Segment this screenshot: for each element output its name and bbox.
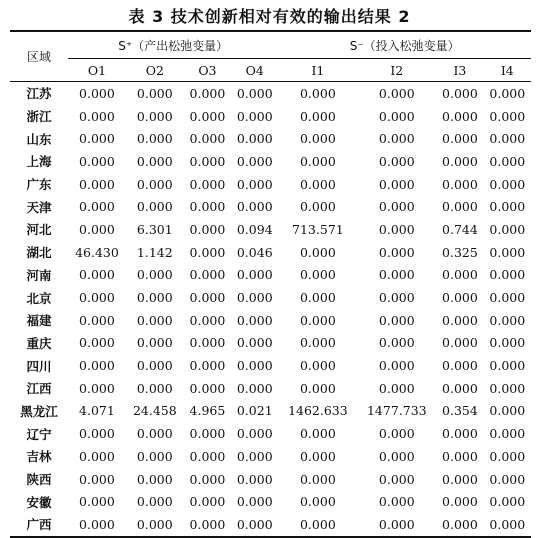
region-cell: 黑龙江 xyxy=(20,403,58,419)
value-cell: 713.571 xyxy=(292,221,344,237)
region-cell: 天津 xyxy=(26,199,52,215)
value-cell: 0.000 xyxy=(442,426,478,442)
value-cell: 0.000 xyxy=(442,176,478,192)
region-cell: 福建 xyxy=(26,313,52,329)
value-cell: 0.000 xyxy=(378,494,415,510)
value-cell: 0.000 xyxy=(189,494,226,510)
column-header-i2: I2 xyxy=(357,59,436,82)
value-cell: 0.000 xyxy=(136,494,173,510)
value-cell: 0.000 xyxy=(378,108,415,124)
table-row xyxy=(10,127,531,150)
value-cell: 0.000 xyxy=(189,221,226,237)
value-cell: 0.000 xyxy=(79,221,115,237)
value-cell: 0.000 xyxy=(79,153,115,169)
value-cell: 0.000 xyxy=(236,335,273,351)
value-cell: 0.000 xyxy=(68,513,126,537)
value-cell: 46.430 xyxy=(75,244,119,260)
value-cell: 0.000 xyxy=(442,380,478,396)
value-cell: 0.000 xyxy=(378,199,415,215)
table-row xyxy=(10,468,531,491)
value-cell: 0.000 xyxy=(299,153,336,169)
value-cell: 0.000 xyxy=(378,267,415,283)
table-row xyxy=(10,377,531,400)
table-row xyxy=(10,422,531,445)
table-row xyxy=(10,264,531,287)
column-header-o4: O4 xyxy=(231,59,278,82)
value-cell: 0.000 xyxy=(378,290,415,306)
value-cell: 0.000 xyxy=(236,471,273,487)
region-cell: 安徽 xyxy=(26,494,52,510)
value-cell: 0.000 xyxy=(236,85,273,101)
table-row xyxy=(10,354,531,377)
region-cell: 北京 xyxy=(26,290,52,306)
region-cell: 上海 xyxy=(26,154,52,170)
value-cell: 0.000 xyxy=(299,426,336,442)
value-cell: 0.000 xyxy=(299,85,336,101)
value-cell: 0.000 xyxy=(236,176,273,192)
value-cell: 0.000 xyxy=(489,358,526,374)
value-cell: 1.142 xyxy=(136,244,173,260)
table-row xyxy=(10,400,531,423)
value-cell: 0.000 xyxy=(442,131,478,147)
value-cell: 0.000 xyxy=(136,290,173,306)
value-cell: 0.000 xyxy=(489,426,526,442)
value-cell: 0.000 xyxy=(236,380,273,396)
value-cell: 0.000 xyxy=(299,290,336,306)
column-header-o2: O2 xyxy=(126,59,184,82)
value-cell: 0.000 xyxy=(299,494,336,510)
value-cell: 0.000 xyxy=(489,290,526,306)
value-cell: 0.000 xyxy=(299,176,336,192)
value-cell: 0.000 xyxy=(231,513,278,537)
value-cell: 0.000 xyxy=(378,85,415,101)
table-row xyxy=(10,241,531,264)
value-cell: 0.000 xyxy=(79,335,115,351)
value-cell: 0.000 xyxy=(189,335,226,351)
value-cell: 0.000 xyxy=(136,199,173,215)
value-cell: 0.000 xyxy=(299,108,336,124)
s-plus-group-header xyxy=(68,31,278,59)
column-header-o1: O1 xyxy=(68,59,126,82)
value-cell: 0.000 xyxy=(489,494,526,510)
value-cell: 0.000 xyxy=(436,513,483,537)
table-row xyxy=(10,309,531,332)
value-cell: 0.000 xyxy=(489,131,526,147)
value-cell: 0.000 xyxy=(79,290,115,306)
value-cell: 0.000 xyxy=(378,335,415,351)
region-cell: 河南 xyxy=(26,267,52,283)
table-row xyxy=(10,195,531,218)
region-cell: 江苏 xyxy=(26,86,52,102)
table-row xyxy=(10,173,531,196)
value-cell: 0.000 xyxy=(79,176,115,192)
table-row xyxy=(10,150,531,173)
value-cell: 0.000 xyxy=(236,153,273,169)
table-title: 表 3 技术创新相对有效的输出结果 2 xyxy=(128,7,411,26)
value-cell: 0.000 xyxy=(236,448,273,464)
value-cell: 4.071 xyxy=(79,403,115,419)
column-header-i4: I4 xyxy=(484,59,531,82)
value-cell: 0.000 xyxy=(378,380,415,396)
value-cell: 0.325 xyxy=(442,244,478,260)
value-cell: 0.000 xyxy=(357,513,436,537)
value-cell: 0.000 xyxy=(489,176,526,192)
table-row xyxy=(10,218,531,241)
value-cell: 0.000 xyxy=(442,358,478,374)
column-header-i3: I3 xyxy=(436,59,483,82)
value-cell: 0.000 xyxy=(236,358,273,374)
value-cell: 0.000 xyxy=(489,244,526,260)
value-cell: 0.000 xyxy=(189,426,226,442)
slack-results-table xyxy=(10,30,531,538)
value-cell: 0.000 xyxy=(489,380,526,396)
value-cell: 0.000 xyxy=(136,380,173,396)
value-cell: 0.000 xyxy=(79,471,115,487)
value-cell: 0.000 xyxy=(79,85,115,101)
value-cell: 0.000 xyxy=(79,131,115,147)
value-cell: 0.000 xyxy=(299,131,336,147)
value-cell: 0.046 xyxy=(236,244,273,260)
value-cell: 0.000 xyxy=(299,312,336,328)
table-row xyxy=(10,445,531,468)
region-cell: 山东 xyxy=(26,131,52,147)
value-cell: 0.000 xyxy=(79,494,115,510)
value-cell: 6.301 xyxy=(136,221,173,237)
value-cell: 0.000 xyxy=(442,335,478,351)
column-header-i1: I1 xyxy=(278,59,357,82)
s-minus-group-header xyxy=(278,31,531,59)
table-row xyxy=(10,82,531,105)
value-cell: 0.000 xyxy=(136,335,173,351)
value-cell: 0.000 xyxy=(189,244,226,260)
value-cell: 0.000 xyxy=(489,267,526,283)
value-cell: 0.000 xyxy=(378,426,415,442)
table-row xyxy=(10,286,531,309)
value-cell: 0.000 xyxy=(378,244,415,260)
value-cell: 0.000 xyxy=(489,85,526,101)
value-cell: 0.000 xyxy=(136,267,173,283)
value-cell: 0.000 xyxy=(489,448,526,464)
value-cell: 0.000 xyxy=(442,312,478,328)
value-cell: 0.000 xyxy=(299,199,336,215)
column-header-row xyxy=(10,59,531,82)
value-cell: 0.000 xyxy=(236,426,273,442)
value-cell: 0.000 xyxy=(378,221,415,237)
value-cell: 0.354 xyxy=(442,403,478,419)
value-cell: 0.000 xyxy=(79,108,115,124)
value-cell: 0.000 xyxy=(236,312,273,328)
value-cell: 0.000 xyxy=(489,199,526,215)
value-cell: 0.000 xyxy=(136,312,173,328)
value-cell: 0.000 xyxy=(489,471,526,487)
value-cell: 0.000 xyxy=(136,108,173,124)
value-cell: 0.000 xyxy=(299,448,336,464)
value-cell: 0.000 xyxy=(489,335,526,351)
value-cell: 0.000 xyxy=(489,403,526,419)
region-cell: 浙江 xyxy=(26,109,52,125)
value-cell: 0.000 xyxy=(236,108,273,124)
value-cell: 0.000 xyxy=(442,267,478,283)
value-cell: 0.000 xyxy=(79,448,115,464)
value-cell: 0.000 xyxy=(189,267,226,283)
region-cell: 河北 xyxy=(26,222,52,238)
value-cell: 0.000 xyxy=(189,131,226,147)
region-cell: 广西 xyxy=(10,513,68,537)
value-cell: 0.000 xyxy=(189,290,226,306)
table-row xyxy=(10,105,531,128)
table-row xyxy=(10,513,531,537)
value-cell: 0.000 xyxy=(189,199,226,215)
value-cell: 0.000 xyxy=(184,513,231,537)
value-cell: 0.000 xyxy=(442,471,478,487)
region-cell: 四川 xyxy=(26,358,52,374)
value-cell: 0.000 xyxy=(299,358,336,374)
value-cell: 0.000 xyxy=(79,312,115,328)
value-cell: 0.000 xyxy=(189,85,226,101)
value-cell: 0.000 xyxy=(189,153,226,169)
s-plus-label: S⁺（产出松弛变量） xyxy=(118,38,229,53)
value-cell: 0.000 xyxy=(79,199,115,215)
region-cell: 吉林 xyxy=(26,449,52,465)
value-cell: 0.000 xyxy=(442,108,478,124)
value-cell: 0.000 xyxy=(299,471,336,487)
value-cell: 4.965 xyxy=(189,403,226,419)
value-cell: 0.000 xyxy=(442,290,478,306)
value-cell: 0.000 xyxy=(189,358,226,374)
value-cell: 0.000 xyxy=(442,494,478,510)
value-cell: 0.000 xyxy=(378,471,415,487)
value-cell: 0.000 xyxy=(378,358,415,374)
value-cell: 0.000 xyxy=(189,448,226,464)
value-cell: 0.000 xyxy=(236,290,273,306)
value-cell: 0.094 xyxy=(236,221,273,237)
value-cell: 0.000 xyxy=(442,199,478,215)
value-cell: 0.000 xyxy=(136,153,173,169)
value-cell: 0.000 xyxy=(378,153,415,169)
value-cell: 0.000 xyxy=(442,448,478,464)
value-cell: 0.000 xyxy=(489,221,526,237)
value-cell: 0.000 xyxy=(136,85,173,101)
value-cell: 0.000 xyxy=(189,471,226,487)
value-cell: 0.000 xyxy=(489,153,526,169)
value-cell: 0.000 xyxy=(189,108,226,124)
value-cell: 0.000 xyxy=(79,380,115,396)
value-cell: 0.000 xyxy=(378,448,415,464)
value-cell: 0.000 xyxy=(136,426,173,442)
value-cell: 0.000 xyxy=(136,471,173,487)
value-cell: 0.000 xyxy=(489,108,526,124)
value-cell: 0.000 xyxy=(299,244,336,260)
value-cell: 0.000 xyxy=(299,380,336,396)
value-cell: 0.000 xyxy=(189,312,226,328)
value-cell: 0.021 xyxy=(236,403,273,419)
region-cell: 广东 xyxy=(26,177,52,193)
region-cell: 重庆 xyxy=(26,335,52,351)
value-cell: 0.000 xyxy=(442,153,478,169)
value-cell: 0.000 xyxy=(236,494,273,510)
value-cell: 0.000 xyxy=(189,176,226,192)
value-cell: 0.000 xyxy=(136,358,173,374)
region-header: 区域 xyxy=(10,31,68,82)
value-cell: 0.000 xyxy=(79,267,115,283)
value-cell: 0.000 xyxy=(126,513,184,537)
column-header-o3: O3 xyxy=(184,59,231,82)
value-cell: 0.000 xyxy=(79,358,115,374)
value-cell: 0.000 xyxy=(236,267,273,283)
value-cell: 0.744 xyxy=(442,221,478,237)
region-cell: 江西 xyxy=(26,381,52,397)
value-cell: 0.000 xyxy=(299,335,336,351)
value-cell: 0.000 xyxy=(136,131,173,147)
table-body xyxy=(10,82,531,537)
value-cell: 0.000 xyxy=(299,267,336,283)
value-cell: 0.000 xyxy=(484,513,531,537)
value-cell: 24.458 xyxy=(132,403,177,419)
s-minus-label: S⁻（投入松弛变量） xyxy=(349,38,460,53)
value-cell: 0.000 xyxy=(378,131,415,147)
value-cell: 0.000 xyxy=(136,176,173,192)
value-cell: 0.000 xyxy=(378,312,415,328)
value-cell: 0.000 xyxy=(136,448,173,464)
value-cell: 0.000 xyxy=(79,426,115,442)
value-cell: 0.000 xyxy=(442,85,478,101)
value-cell: 0.000 xyxy=(489,312,526,328)
value-cell: 1477.733 xyxy=(366,403,427,419)
value-cell: 0.000 xyxy=(236,131,273,147)
table-row xyxy=(10,332,531,355)
value-cell: 1462.633 xyxy=(288,403,348,419)
value-cell: 0.000 xyxy=(378,176,415,192)
value-cell: 0.000 xyxy=(236,199,273,215)
value-cell: 0.000 xyxy=(189,380,226,396)
region-cell: 辽宁 xyxy=(26,426,52,442)
table-row xyxy=(10,490,531,513)
region-cell: 湖北 xyxy=(26,245,52,261)
region-cell: 陕西 xyxy=(26,472,52,488)
value-cell: 0.000 xyxy=(278,513,357,537)
